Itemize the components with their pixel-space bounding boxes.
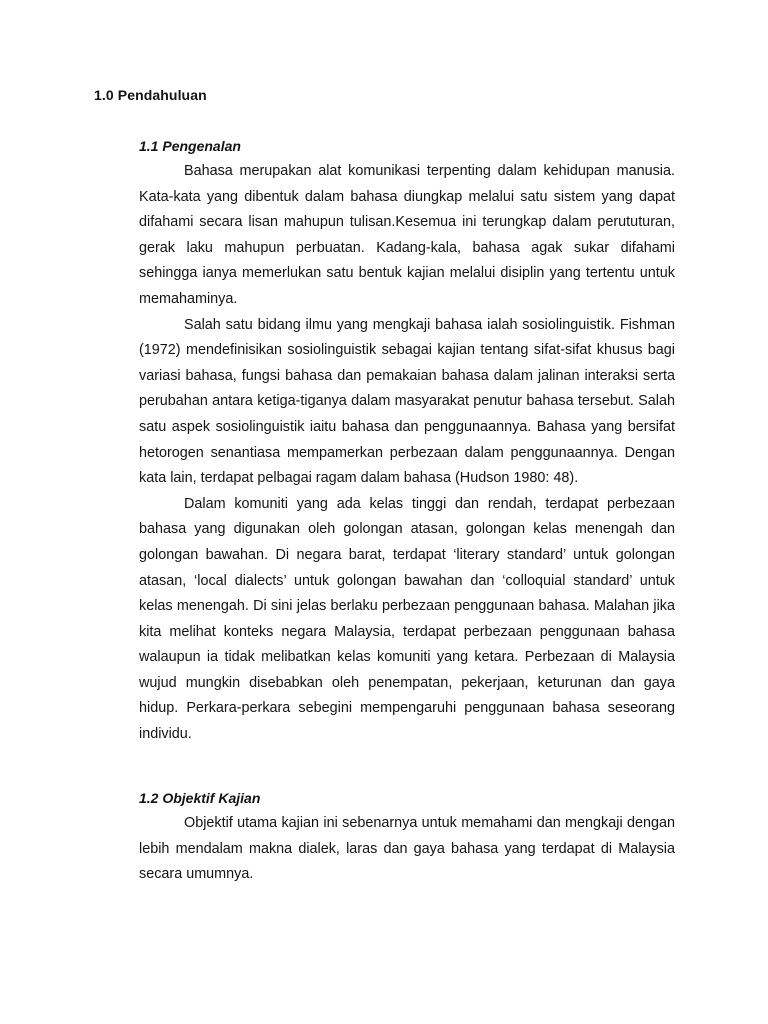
paragraph: Bahasa merupakan alat komunikasi terpenting dalam kehidupan manusia. Kata-kata yang dibentuk dalam bahasa diungkap melalui satu sistem yang dapat difahami secara lisan mahupun tulisan.Kesemua ini terungkap dalam perututuran, gerak laku mahupun perbuatan. Kadang-kala, bahasa agak sukar difahami sehingga ianya memerlukan satu bentuk kajian melalui disiplin yang tertentu untuk memahaminya. [139,163,675,307]
chapter-heading: 1.0 Pendahuluan [94,87,207,103]
section-subheading: 1.1 Pengenalan [139,138,241,154]
paragraph: Objektif utama kajian ini sebenarnya untuk memahami dan mengkaji dengan lebih mendalam makna dialek, laras dan gaya bahasa yang terdapat di Malaysia secara umumnya. [139,815,675,883]
section-subheading: 1.2 Objektif Kajian [139,790,261,806]
section-pengenalan [139,137,675,748]
paragraph: Dalam komuniti yang ada kelas tinggi dan rendah, terdapat perbezaan bahasa yang digunakan oleh golongan atasan, golongan kelas menengah dan golongan bawahan. Di negara barat, terdapat ‘literary standard’ untuk golongan atasan, ‘local dialects’ untuk golongan bawahan dan ‘colloquial standard’ untuk kelas menengah. Di sini jelas berlaku perbezaan penggunaan bahasa. Malahan jika kita melihat konteks negara Malaysia, terdapat perbezaan penggunaan bahasa walaupun ia tidak melibatkan kelas komuniti yang ketara. Perbezaan di Malaysia wujud mungkin disebabkan oleh penempatan, pekerjaan, keturunan dan gaya hidup. Perkara-perkara sebegini mempengaruhi penggunaan bahasa seseorang individu. [139,495,675,743]
paragraph: Salah satu bidang ilmu yang mengkaji bahasa ialah sosiolinguistik. Fishman (1972) mendefinisikan sosiolinguistik sebagai kajian tentang sifat-sifat khusus bagi variasi bahasa, fungsi bahasa dan pemakaian bahasa dalam jalinan interaksi serta perubahan antara ketiga-tiganya dalam masyarakat penutur bahasa tersebut. Salah satu aspek sosiolinguistik iaitu bahasa dan penggunaannya. Bahasa yang bersifat hetorogen senantiasa mempamerkan perbezaan dalam penggunaannya. Dengan kata lain, terdapat pelbagai ragam dalam bahasa (Hudson 1980: 48). [139,316,675,487]
section-objektif-kajian [139,789,675,888]
